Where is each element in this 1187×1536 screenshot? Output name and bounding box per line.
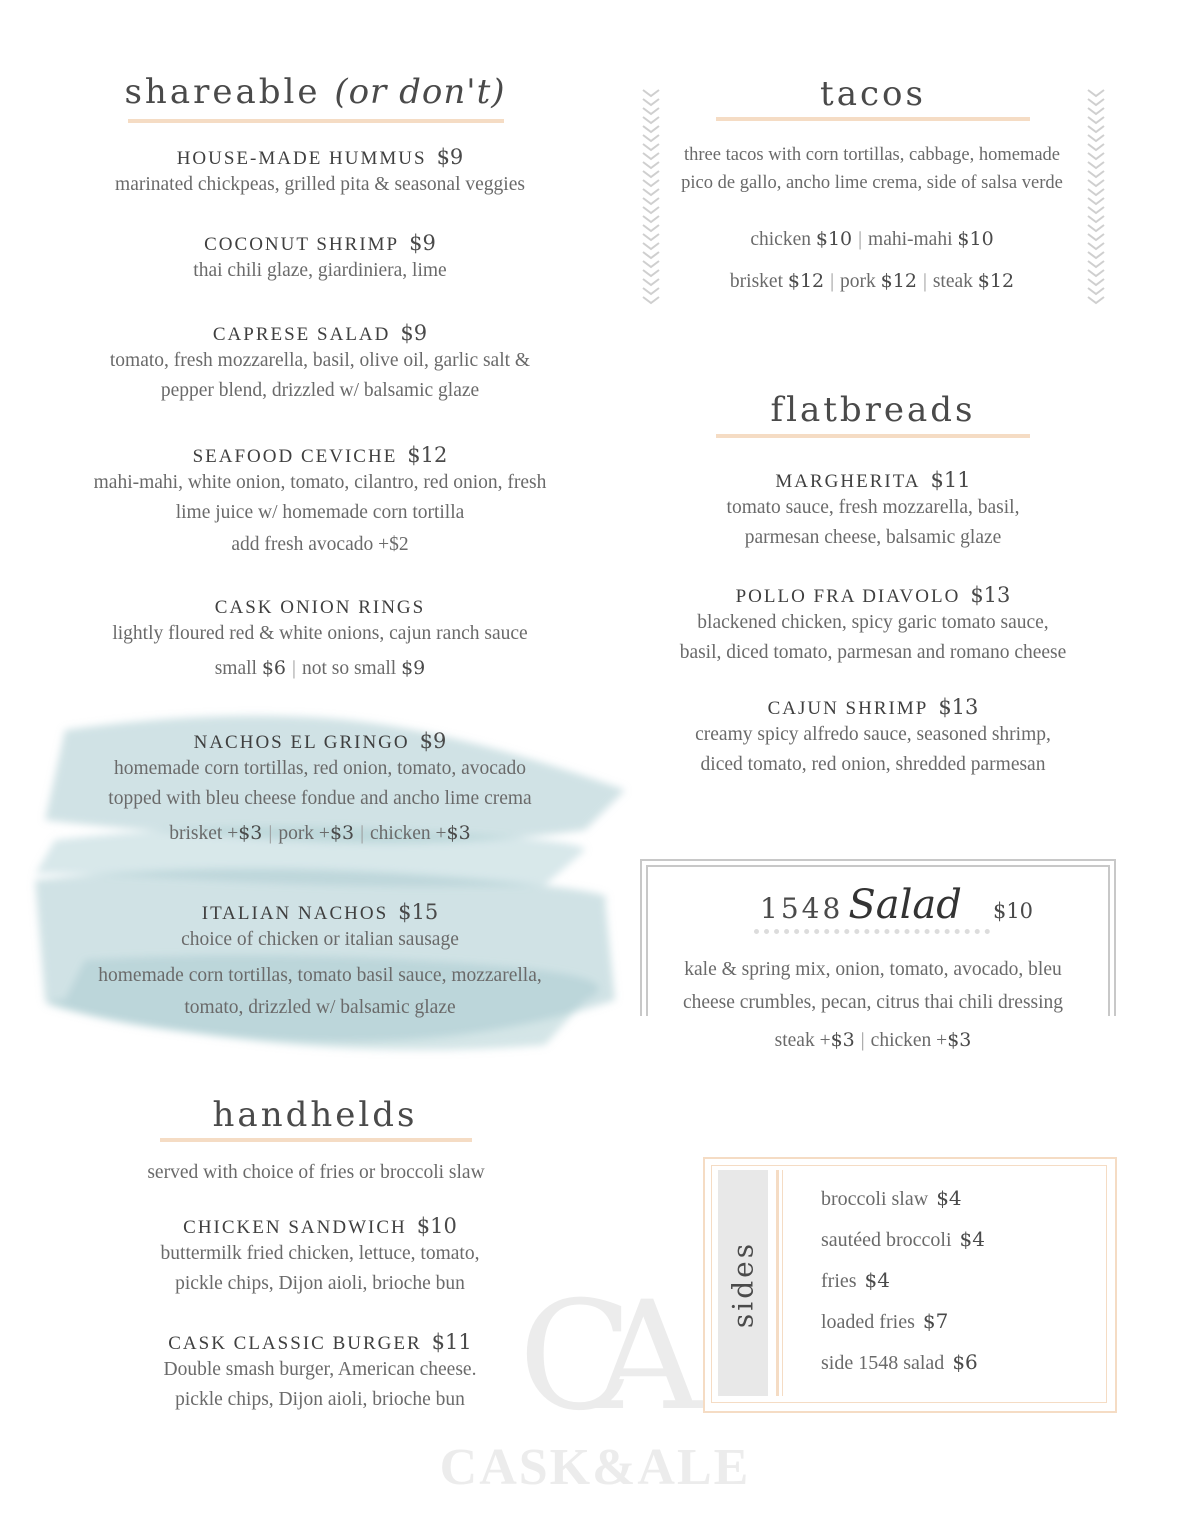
option-label: pork + [278, 823, 330, 844]
item-desc: choice of chicken or italian sausage [181, 929, 459, 950]
logo-monogram: CA [518, 1270, 662, 1444]
option-price: $10 [957, 228, 994, 250]
shareable-title: shareable [124, 72, 321, 112]
side-label: fries [821, 1270, 857, 1292]
item-name: MARGHERITA [775, 471, 921, 492]
item-options [40, 822, 600, 845]
item-desc: parmesan cheese, balsamic glaze [744, 527, 1002, 548]
salad-options [640, 1029, 1106, 1052]
logo-wordmark: CASK&ALE [439, 1439, 751, 1496]
item-desc: mahi-mahi, white onion, tomato, cilantro, red onion, fresh [93, 472, 547, 493]
tacos-rule [716, 117, 1030, 121]
item-desc: homemade corn tortillas, red onion, tomato, avocado [113, 758, 527, 779]
menu-item-onion-rings [40, 597, 600, 680]
option-price: $6 [261, 657, 287, 679]
side-label: side 1548 salad [821, 1352, 945, 1374]
item-price: $15 [398, 900, 439, 924]
item-name: CASK CLASSIC BURGER [168, 1333, 422, 1354]
item-price: $9 [436, 145, 464, 169]
salad-description [640, 953, 1106, 1019]
tacos-desc-line: pico de gallo, ancho lime crema, side of salsa verde [681, 173, 1063, 193]
option-price: $12 [977, 270, 1015, 292]
tacos-description [662, 141, 1082, 197]
menu-item-caprese [40, 321, 600, 406]
list-item [821, 1268, 1091, 1309]
option-price: $9 [401, 657, 426, 679]
item-price: $13 [938, 695, 979, 719]
option-price: $3 [830, 1029, 855, 1051]
list-item [821, 1186, 1091, 1227]
tacos-heading: tacos [820, 74, 926, 114]
item-price: $9 [400, 321, 428, 345]
menu-item-pollo-fra-diavolo [640, 583, 1106, 668]
side-price: $4 [864, 1268, 890, 1292]
chevron-border-right [1085, 88, 1107, 306]
item-name: ITALIAN NACHOS [201, 903, 389, 924]
flatbreads-heading: flatbreads [770, 390, 976, 430]
option-label: steak [932, 271, 973, 292]
item-name: POLLO FRA DIAVOLO [735, 586, 961, 607]
menu-item-nachos-el-gringo [40, 729, 600, 845]
side-label: loaded fries [821, 1311, 915, 1333]
item-desc: marinated chickpeas, grilled pita & seasonal veggies [115, 174, 525, 195]
item-name: COCONUT SHRIMP [204, 234, 400, 255]
chevron-pattern [1088, 90, 1104, 303]
item-desc: topped with bleu cheese fondue and ancho lime crema [108, 788, 532, 809]
salad-number: 1548 [760, 892, 844, 925]
sides-label: sides [726, 1240, 760, 1329]
salad-title [760, 882, 1080, 928]
side-price: $4 [936, 1186, 962, 1210]
menu-item-coconut-shrimp [40, 231, 600, 286]
item-desc: tomato sauce, fresh mozzarella, basil, [726, 497, 1020, 518]
chevron-border-left [640, 88, 662, 306]
item-name: HOUSE-MADE HUMMUS [176, 148, 427, 169]
separator: | [858, 229, 863, 250]
option-label: small [214, 658, 257, 679]
option-label: brisket [729, 271, 783, 292]
item-price: $9 [409, 231, 436, 255]
item-desc: basil, diced tomato, parmesan and romano cheese [679, 642, 1067, 663]
item-price: $13 [970, 583, 1011, 607]
item-price: $10 [416, 1214, 457, 1238]
option-label: chicken + [370, 823, 447, 844]
flatbreads-rule [716, 434, 1030, 438]
item-name: CASK ONION RINGS [214, 597, 426, 618]
item-price: $12 [407, 443, 448, 467]
separator: | [268, 823, 273, 844]
item-desc: pickle chips, Dijon aioli, brioche bun [175, 1389, 465, 1410]
item-options [40, 657, 600, 680]
option-label: steak + [774, 1030, 831, 1051]
option-price: $3 [329, 822, 355, 844]
separator: | [860, 1030, 865, 1051]
option-label: pork [840, 271, 876, 292]
salad-price: $10 [992, 899, 1034, 923]
option-label: brisket + [169, 823, 239, 844]
item-name: CHICKEN SANDWICH [183, 1217, 407, 1238]
tacos-prices-row1 [662, 228, 1082, 251]
option-label: mahi-mahi [868, 229, 953, 250]
tacos-desc-line: three tacos with corn tortillas, cabbage, homemade [683, 145, 1061, 165]
handhelds-heading: handhelds [212, 1095, 418, 1135]
item-desc: tomato, drizzled w/ balsamic glaze [184, 997, 456, 1018]
separator: | [830, 271, 835, 292]
menu-item-chicken-sandwich [40, 1214, 600, 1299]
sides-list [821, 1186, 1091, 1391]
item-desc: Double smash burger, American cheese. [163, 1359, 477, 1380]
menu-item-cajun-shrimp [640, 695, 1106, 780]
tacos-prices-row2 [662, 270, 1082, 293]
list-item [821, 1227, 1091, 1268]
item-desc: tomato, fresh mozzarella, basil, olive oil, garlic salt & [109, 350, 531, 371]
item-addon: add fresh avocado +$2 [231, 534, 409, 555]
item-desc: thai chili glaze, giardiniera, lime [193, 260, 447, 281]
item-desc: lime juice w/ homemade corn tortilla [175, 502, 465, 523]
menu-item-ceviche [40, 443, 600, 556]
item-desc: buttermilk fried chicken, lettuce, tomato, [160, 1243, 480, 1264]
side-label: sautéed broccoli [821, 1229, 952, 1251]
sides-label-rule [776, 1170, 783, 1396]
item-desc: kale & spring mix, onion, tomato, avocado, bleu [684, 959, 1062, 980]
option-price: $3 [947, 1029, 972, 1051]
option-price: $3 [238, 822, 263, 844]
shareable-heading [100, 72, 530, 112]
salad-dotted-rule [754, 929, 990, 934]
separator: | [292, 658, 296, 679]
salad-script: Salad [848, 882, 962, 928]
item-desc: creamy spicy alfredo sauce, seasoned shrimp, [695, 724, 1051, 745]
item-desc: homemade corn tortillas, tomato basil sauce, mozzarella, [98, 965, 542, 986]
option-label: chicken [750, 229, 811, 250]
option-price: $12 [880, 270, 917, 292]
handhelds-rule [160, 1138, 472, 1142]
option-price: $12 [787, 270, 825, 292]
side-price: $4 [959, 1227, 985, 1251]
handhelds-note: served with choice of fries or broccoli slaw [147, 1162, 485, 1183]
item-price: $11 [431, 1330, 472, 1354]
item-desc: cheese crumbles, pecan, citrus thai chili dressing [682, 992, 1064, 1013]
separator: | [922, 271, 927, 292]
item-desc: diced tomato, red onion, shredded parmesan [700, 754, 1046, 775]
option-label: chicken + [870, 1030, 948, 1051]
separator: | [360, 823, 365, 844]
menu-item-margherita [640, 468, 1106, 553]
side-price: $6 [952, 1350, 978, 1374]
option-price: $3 [446, 822, 471, 844]
menu-item-italian-nachos [40, 900, 600, 1023]
chevron-pattern [643, 90, 659, 303]
side-label: broccoli slaw [821, 1188, 929, 1210]
item-name: SEAFOOD CEVICHE [192, 446, 398, 467]
shareable-rule [128, 119, 504, 123]
item-name: NACHOS EL GRINGO [193, 732, 410, 753]
item-desc: lightly floured red & white onions, cajun ranch sauce [112, 623, 528, 644]
item-desc: pickle chips, Dijon aioli, brioche bun [175, 1273, 465, 1294]
shareable-title-italic: (or don't) [334, 72, 506, 112]
option-price: $10 [815, 228, 853, 250]
list-item [821, 1350, 1091, 1391]
list-item [821, 1309, 1091, 1350]
item-price: $11 [930, 468, 971, 492]
item-name: CAPRESE SALAD [212, 324, 391, 345]
item-desc: blackened chicken, spicy garic tomato sauce, [697, 612, 1049, 633]
option-label: not so small [301, 658, 397, 679]
side-price: $7 [922, 1309, 949, 1333]
menu-item-hummus [40, 145, 600, 200]
item-name: CAJUN SHRIMP [767, 698, 929, 719]
menu-item-classic-burger [40, 1330, 600, 1415]
item-price: $9 [419, 729, 447, 753]
item-desc: pepper blend, drizzled w/ balsamic glaze [160, 380, 480, 401]
